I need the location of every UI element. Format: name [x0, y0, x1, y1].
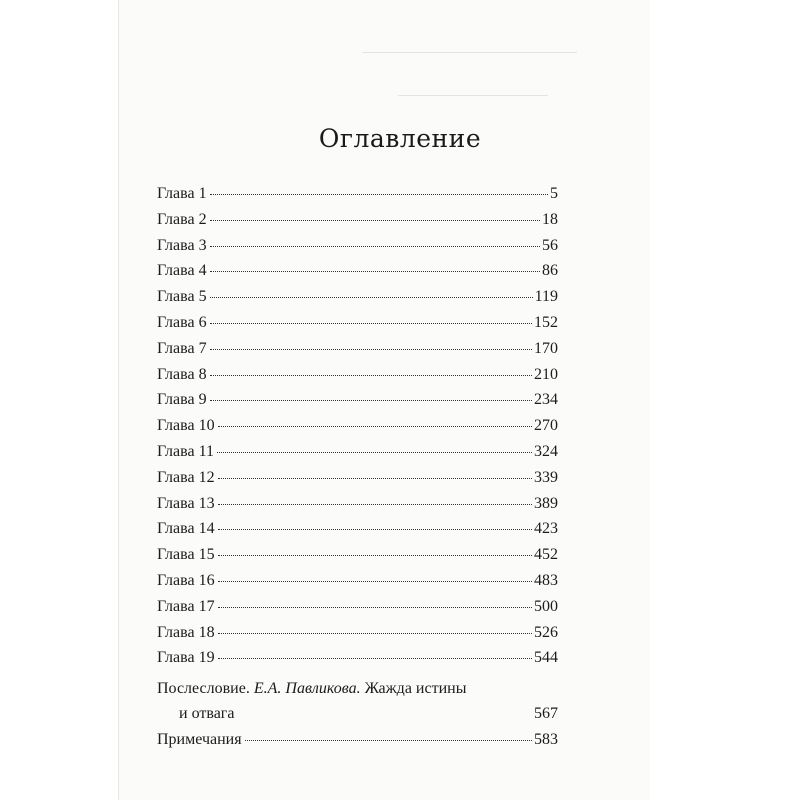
chapter-page-number: 526 — [534, 623, 558, 641]
chapter-list — [157, 181, 558, 671]
afterword-page-number: 567 — [534, 705, 558, 723]
dot-leader — [218, 529, 532, 530]
chapter-page-number: 152 — [534, 313, 558, 331]
chapter-label: Глава 17 — [157, 597, 215, 615]
chapter-label: Глава 4 — [157, 262, 207, 280]
afterword-title-part2: и отвага — [179, 705, 235, 723]
toc-entry-chapter-18[interactable] — [157, 620, 558, 646]
dot-leader — [210, 349, 532, 350]
dot-leader — [210, 246, 540, 247]
toc-entry-chapter-19[interactable] — [157, 645, 558, 671]
dot-leader — [218, 504, 532, 505]
chapter-label: Глава 5 — [157, 288, 207, 306]
toc-entry-chapter-10[interactable] — [157, 413, 558, 439]
chapter-page-number: 500 — [534, 597, 558, 615]
dot-leader — [245, 740, 532, 741]
chapter-label: Глава 9 — [157, 391, 207, 409]
dot-leader — [218, 426, 532, 427]
chapter-label: Глава 7 — [157, 339, 207, 357]
chapter-page-number: 56 — [542, 236, 558, 254]
show-through-text — [398, 85, 548, 96]
chapter-label: Глава 16 — [157, 571, 215, 589]
dot-leader — [210, 400, 532, 401]
toc-entry-chapter-7[interactable] — [157, 336, 558, 362]
chapter-label: Глава 11 — [157, 442, 214, 460]
toc-entry-chapter-5[interactable] — [157, 284, 558, 310]
chapter-label: Глава 2 — [157, 210, 207, 228]
dot-leader — [217, 452, 532, 453]
toc-entry-chapter-16[interactable] — [157, 568, 558, 594]
dot-leader — [218, 658, 532, 659]
toc-title: Оглавление — [318, 124, 482, 153]
dot-leader — [210, 220, 540, 221]
table-of-contents — [157, 181, 558, 753]
chapter-page-number: 324 — [534, 442, 558, 460]
dot-leader — [210, 194, 548, 195]
page-edge — [118, 0, 119, 800]
chapter-label: Глава 3 — [157, 236, 207, 254]
chapter-label: Глава 6 — [157, 313, 207, 331]
dot-leader — [210, 323, 532, 324]
chapter-page-number: 170 — [534, 339, 558, 357]
notes-page-number: 583 — [534, 730, 558, 748]
dot-leader — [218, 581, 532, 582]
chapter-page-number: 5 — [550, 185, 558, 202]
chapter-page-number: 423 — [534, 520, 558, 538]
toc-entry-chapter-9[interactable] — [157, 387, 558, 413]
toc-entry-chapter-15[interactable] — [157, 542, 558, 568]
chapter-label: Глава 8 — [157, 365, 207, 383]
toc-entry-chapter-8[interactable] — [157, 362, 558, 388]
dot-leader — [218, 478, 532, 479]
toc-entry-chapter-3[interactable] — [157, 233, 558, 259]
chapter-page-number: 234 — [534, 391, 558, 409]
notes-label: Примечания — [157, 730, 242, 748]
chapter-page-number: 86 — [542, 262, 558, 280]
chapter-page-number: 544 — [534, 649, 558, 667]
toc-entry-afterword[interactable] — [157, 677, 558, 727]
chapter-label: Глава 18 — [157, 623, 215, 641]
toc-entry-chapter-2[interactable] — [157, 207, 558, 233]
toc-entry-chapter-14[interactable] — [157, 516, 558, 542]
chapter-page-number: 119 — [534, 288, 558, 306]
dot-leader — [218, 633, 532, 634]
dot-leader — [210, 375, 532, 376]
toc-entry-chapter-4[interactable] — [157, 258, 558, 284]
toc-entry-chapter-1[interactable] — [157, 181, 558, 207]
chapter-label: Глава 10 — [157, 417, 215, 435]
dot-leader — [237, 714, 532, 715]
toc-entry-notes[interactable] — [157, 727, 558, 753]
chapter-page-number: 452 — [534, 546, 558, 564]
chapter-page-number: 210 — [534, 365, 558, 383]
show-through-text — [362, 40, 577, 53]
chapter-page-number: 18 — [542, 210, 558, 228]
toc-entry-chapter-17[interactable] — [157, 594, 558, 620]
chapter-page-number: 270 — [534, 417, 558, 435]
dot-leader — [210, 271, 540, 272]
chapter-page-number: 483 — [534, 571, 558, 589]
chapter-label: Глава 14 — [157, 520, 215, 538]
afterword-prefix: Послесловие. — [157, 680, 250, 698]
dot-leader — [218, 555, 532, 556]
chapter-label: Глава 13 — [157, 494, 215, 512]
chapter-label: Глава 1 — [157, 185, 207, 202]
toc-entry-chapter-12[interactable] — [157, 465, 558, 491]
toc-entry-chapter-13[interactable] — [157, 491, 558, 517]
afterword-author: Е.А. Павликова. — [253, 680, 361, 698]
toc-entry-chapter-6[interactable] — [157, 310, 558, 336]
afterword-title-part1: Жажда истины — [364, 680, 467, 698]
chapter-label: Глава 12 — [157, 468, 215, 486]
dot-leader — [210, 297, 533, 298]
chapter-label: Глава 19 — [157, 649, 215, 667]
toc-entry-chapter-11[interactable] — [157, 439, 558, 465]
chapter-page-number: 389 — [534, 494, 558, 512]
dot-leader — [218, 607, 532, 608]
chapter-label: Глава 15 — [157, 546, 215, 564]
chapter-page-number: 339 — [534, 468, 558, 486]
